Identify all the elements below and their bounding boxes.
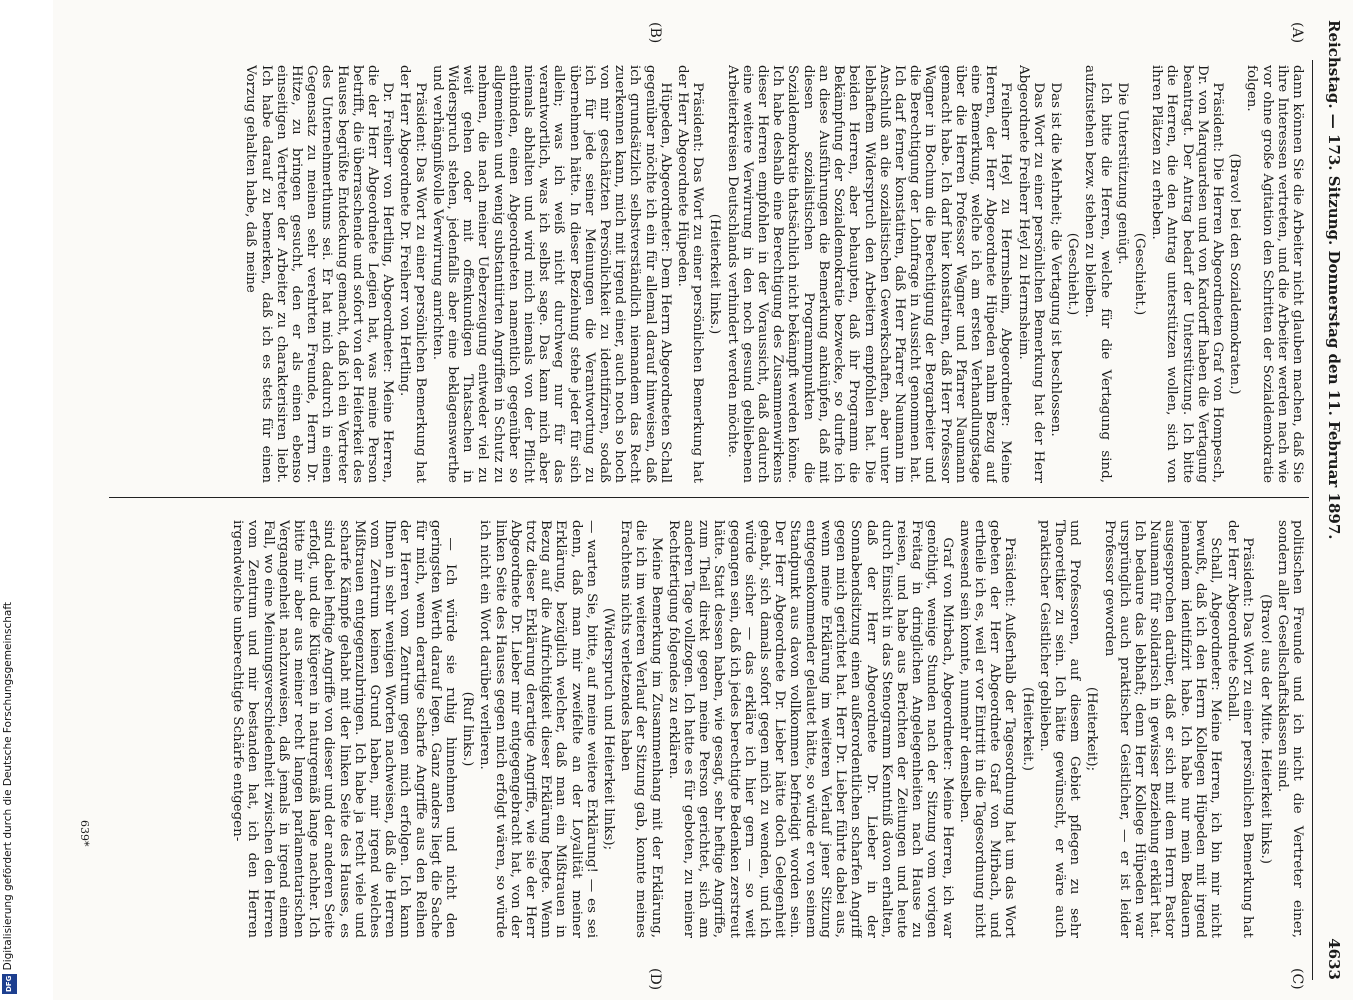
paragraph: Präsident: Das Wort zu einer persönlichen Bemerkung hat der Herr Abgeordnete Hüpeden.: [675, 65, 706, 483]
paragraph: dann können Sie die Arbeiter nicht glauben machen, daß Sie ihre Interessen vertreten, und die Arbeiter werden nach wie vor ohne große Agitation den Schritten der Sozialdemokratie folgen.: [1244, 65, 1305, 483]
dfg-logo-icon: DFG: [2, 974, 17, 994]
page-number: 4633: [1325, 938, 1343, 980]
speech: Graf von Mirbach, Abgeordneter: Meine Herren, ich war genöthigt, wenige Stunden nach der Sitzung vom vorigen Freitag in dringlichen Angelegenheiten nach Hause zu reisen, und habe aus Berichten der Zeitungen und heute durch Einsicht in das Stenogramm Kenntniß davon erhalten, daß der Herr Abgeordnete Dr. Lieber in der Sonnabendsitzung einen außerordentlichen scharfen Angriff gegen mich gerichtet hat. Herr Dr. Lieber führte dabei aus, wenn meine Erklärung im weiteren Verlauf jener Sitzung entgegenkommender gelautet hätte, so würde er von seinem Standpunkt aus davon vollkommen befriedigt worden sein. Der Herr Abgeordnete Dr. Lieber hätte doch Gelegenheit gehabt, sich damals sofort gegen mich zu wenden, und ich würde sicher — das erkläre ich hier gern — so weit gegangen sein, daß ich jedes berechtigte Bedenken zerstreut hätte. Statt dessen haben, wie gesagt, sehr heftige Angriffe, zum Theil direkt gegen meine Person gerichtet, sich am anderen Tage vollzogen. Ich hatte es für geboten, zu meiner Rechtfertigung folgendes zu erklären.: [665, 520, 955, 938]
column-rule: [109, 497, 1309, 498]
interjection: (Ruf links.): [460, 691, 476, 767]
left-column: [115, 65, 1305, 483]
margin-marker-c: (C): [1289, 968, 1305, 990]
paragraph: — warten Sie, bitte, auf meine weitere Erklärung! — es sei denn, daß man mir zweifelte an der Loyalität meiner Erklärung, bezüglich welcher, daß man ein Mißtrauen in Bezug auf die Aufrichtigkeit dieser Erklärung hegte. Wenn trotz dieser Erklärung derartige Angriffe, wie sie der Herr Abgeordnete Dr. Lieber mir entgegengebracht hat, von der linken Seite des Hauses gegen mich erfolgt wären, so würde ich nicht ein Wort darüber verlieren.: [477, 520, 599, 938]
speech: Freiherr Heyl zu Herrnsheim, Abgeordneter: Meine Herren, der Herr Abgeordnete Hüpeden nahm Bezug auf eine Bemerkung, welche ich am ersten Verhandlungstage über die Herren Professor Wagner und Pfarrer Naumann gemacht habe. Ich darf hier konstatiren, daß Herr Professor Wagner in Bochum die Berechtigung der Bergarbeiter und die Berechtigung der Lohnfrage in Aussicht genommen hat. Ich darf ferner konstatiren, daß Herr Pfarrer Naumann im Anschluß an die sozialistischen Gewerkschaften, aber unter lebhaftem Widerspruch den Arbeitern empfohlen hat. Die beiden Herren, aber behaupten, daß ihr Programm die Bekämpfung der Sozialdemokratie bezwecke, so durfte ich an diese Ausführungen die Bemerkung anknüpfen, daß mit diesen sozialistischen Programmpunkten die Sozialdemokratie thatsächlich nicht bekämpft werden könne. Ich habe deshalb eine Berechtigung des Zusammenwirkens dieser Herren empfohlen in der Voraussicht, daß dadurch eine weitere Verwirrung in den noch gesund gebliebenen Arbeiterkreisen Deutschlands verhindert werden möchte.: [724, 65, 1014, 483]
credit-text: Digitalisierung gefördert durch die Deutsche Forschungsgemeinschaft: [2, 601, 14, 970]
paragraph: — Ich würde sie ruhig hinnehmen und nicht den geringsten Werth darauf legen. Ganz anders liegt die Sache für mich, wenn derartige scharfe Angriffe aus den Reihen der Herren vom Zentrum gegen mich erfolgen. Ich kann Ihnen in sehr wenigen Worten nachweisen, daß die Herren vom Zentrum keinen Grund haben, mir irgend welches Mißtrauen entgegenzubringen. Ich habe ja recht viele und scharfe Kämpfe gehabt mit der linken Seite des Hauses, es sind dabei heftige Angriffe von dieser und der anderen Seite erfolgt, und die Klügeren in naturgemäß lange nachher. Ich bitte mir aber aus meiner recht langen parlamentarischen Vergangenheit nachzuweisen, daß jemals in irgend einem Fall, wo eine Meinungsverschiedenheit zwischen den Herren vom Zentrum und mir bestanden hat, ich den Herren irgendwelche unberechtigte Schärfe entgegen-: [230, 520, 459, 938]
scanned-page: [53, 0, 1353, 1000]
paragraph: Präsident: Das Wort zu einer persönlichen Bemerkung hat der Herr Abgeordnete Dr. Freiherr von Hertling.: [397, 65, 428, 483]
right-column: [115, 520, 1305, 938]
header-rule: [1312, 60, 1313, 980]
folio-number: 639*: [78, 820, 91, 847]
interjection: (Bravo! aus der Mitte. Heiterkeit links.): [1257, 593, 1273, 864]
interjection: (Geschieht.): [1065, 232, 1081, 316]
paragraph: Präsident: Das Wort zu einer persönlichen Bemerkung hat der Herr Abgeordnete Schall.: [1225, 520, 1256, 938]
speech: Schall, Abgeordneter: Meine Herren, ich bin mir nicht bewußt, daß ich den Herrn Kollegen Hüpeden mit irgend jemandem identifizirt habe. Ich habe nur mein Bedauern ausgesprochen darüber, daß er sich mit dem Herrn Pastor Naumann für solidarisch in gewisser Beziehung erklärt hat. Ich bedaure das lebhaft; denn Herr Kollege Hüpeden war ursprünglich auch praktischer Geistlicher, — er ist leider Professor geworden: [1101, 520, 1223, 938]
interjection: (Heiterkeit.): [1019, 687, 1035, 771]
interjection: (Heiterkeit links.): [707, 213, 723, 335]
paragraph: Meine Bemerkung im Zusammenhang mit der Erklärung, die ich im weiteren Verlauf der Sitzung gab, konnte meines Erachtens nichts verletzendes haben: [618, 520, 664, 938]
interjection: (Heiterkeit);: [1084, 686, 1100, 772]
interjection: (Widerspruch und Heiterkeit links);: [601, 607, 617, 851]
margin-marker-d: (D): [647, 968, 663, 991]
interjection: (Geschieht.): [1131, 232, 1147, 316]
speech: Dr. Freiherr von Hertling, Abgeordneter: Meine Herren, die der Herr Abgeordnete Legien hat, was meine Person betrifft, die überraschende und sofort von der Heiterkeit des Hauses begrüßte Entdeckung gemacht, daß ich ein Vertreter des Unternehmerthums sei. Er hat mich dadurch in einen Gegensatz zu meinen sehr verehrten Freunde, Herrn Dr. Hitze, zu bringen gesucht, den er als einen ebenso einseitigen Vertreter der Arbeiter zu charakterisiren liebt. Ich habe darauf zu bemerken, daß ich es stets für einen Vorzug gehalten habe, daß meine: [243, 65, 396, 483]
paragraph: Präsident: Die Herren Abgeordneten Graf von Hompesch, Dr. von Marquardsen und von Kardorff haben die Vertagung beantragt. Der Antrag bedarf der Unterstützung. Ich bitte die Herren, die den Antrag unterstützen wollen, sich von ihren Plätzen zu erheben.: [1149, 65, 1225, 483]
interjection: (Bravo! bei den Sozialdemokraten.): [1227, 153, 1243, 395]
paragraph: Das Wort zu einer persönlichen Bemerkung hat der Herr Abgeordnete Freiherr Heyl zu Herrnsheim.: [1015, 65, 1046, 483]
paragraph: Die Unterstützung genügt.: [1114, 82, 1130, 265]
paragraph: Präsident: Außerhalb der Tagesordnung hat um das Wort gebeten der Herr Abgeordnete Graf von Mirbach, und ertheile ich es, weil er vor Eintritt in die Tagesordnung nicht anwesend sein konnte, nunmehr demselben.: [956, 520, 1018, 938]
speech: Hüpeden, Abgeordneter: Dem Herrn Abgeordneten Schall gegenüber möchte ich ein für allemal darauf hinweisen, daß ich grundsätzlich selbstverständlich niemandem das Recht zuerkennen kann, mich mit irgend einer, auch noch so hoch von mir geschätzten Persönlichkeit zu identifiziren, sodaß ich für jede seiner Meinungen die Verantwortung zu übernehmen hätte. In dieser Beziehung stehe jeder für sich allein; was ich weiß nicht durchweg nur für das verantwortlich, was ich selbst sage. Das kann mich aber niemals abhalten und wird mich niemals von der Pflicht entbinden, einen Abgeordneten namentlich gegenüber so allgemeinen und wenig substantiirten Angriffen in Schutz zu nehmen, die nach meiner Ueberzeugung entweder viel zu weit gehen oder mit offenkundigen Thatsachen in Widerspruch stehen, jedenfalls aber eine beklagenswerthe und verhängnißvolle Verwirrung anrichten.: [429, 65, 673, 483]
digitization-credit: [0, 0, 20, 1000]
paragraph: politischen Freunde und ich nicht die Vertreter einer, sondern aller Gesellschaftsklassen sind.: [1274, 520, 1305, 938]
margin-marker-b: (B): [647, 22, 663, 44]
paragraph: Das ist die Mehrheit; die Vertagung ist beschlossen.: [1047, 82, 1063, 437]
paragraph: und Professoren, auf diesem Gebiet pflegen zu sehr Theoretiker zu sein. Ich hätte gewünscht, er wäre auch praktischer Geistlicher geblieben.: [1036, 520, 1083, 938]
margin-marker-a: (A): [1289, 22, 1305, 44]
running-header: Reichstag. — 173. Sitzung. Donnerstag den 11. Februar 1897.: [1325, 20, 1343, 540]
paragraph: Ich bitte die Herren, welche für die Vertagung sind, aufzustehen bezw. stehen zu bleiben.: [1082, 65, 1113, 483]
